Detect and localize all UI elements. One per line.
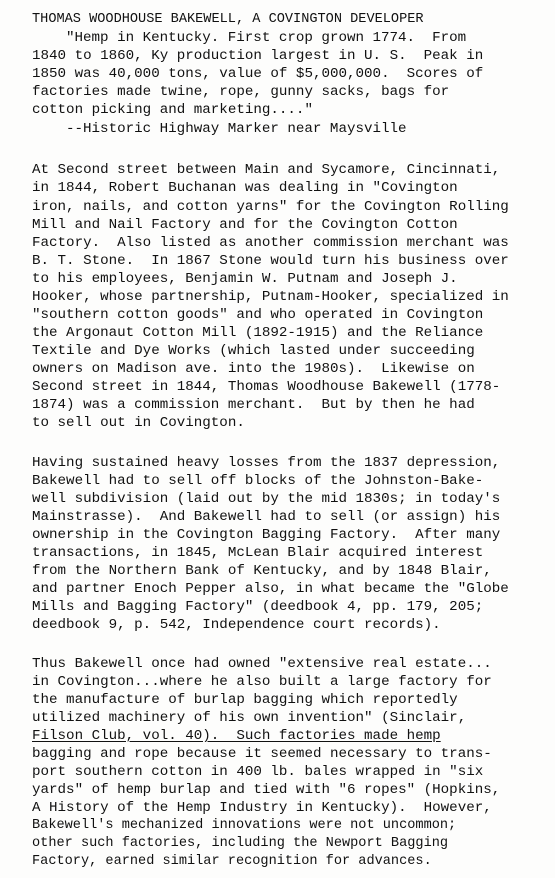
text-line: to sell out in Covington.: [32, 415, 245, 431]
text-line: Factory. Also listed as another commission merchant was: [32, 235, 509, 251]
text-line: and partner Enoch Pepper also, in what became the "Globe: [32, 581, 509, 597]
text-line: Mill and Nail Factory and for the Covington Cotton: [32, 217, 458, 233]
text-line: the manufacture of burlap bagging which reportedly: [32, 692, 458, 708]
text-line: Mills and Bagging Factory" (deedbook 4, pp. 179, 205;: [32, 599, 484, 615]
text-line: in 1844, Robert Buchanan was dealing in "Covington: [32, 180, 458, 196]
text-line: 1874) was a commission merchant. But by then he had: [32, 397, 475, 413]
text-line: the Argonaut Cotton Mill (1892-1915) and the Reliance: [32, 325, 484, 341]
quote-line: "Hemp in Kentucky. First crop grown 1774. From: [66, 30, 467, 46]
text-line: in Covington...where he also built a large factory for: [32, 674, 492, 690]
text-line: bagging and rope because it seemed necessary to trans-: [32, 746, 492, 762]
text-line: utilized machinery of his own invention" (Sinclair,: [32, 710, 467, 726]
text-line: Textile and Dye Works (which lasted under succeeding: [32, 343, 475, 359]
text-line: B. T. Stone. In 1867 Stone would turn his business over: [32, 253, 509, 269]
text-line: Hooker, whose partnership, Putnam-Hooker, specialized in: [32, 289, 509, 305]
text-line: Factory, earned similar recognition for advances.: [32, 854, 432, 869]
text-line: Thus Bakewell once had owned "extensive real estate...: [32, 656, 492, 672]
text-line: Bakewell had to sell off blocks of the Johnston-Bake-: [32, 473, 484, 489]
text-line: other such factories, including the Newport Bagging: [32, 836, 449, 851]
quote-line: factories made twine, rope, gunny sacks, bags for: [32, 84, 450, 100]
text-line: transactions, in 1845, McLean Blair acquired interest: [32, 545, 484, 561]
text-line: A History of the Hemp Industry in Kentucky). However,: [32, 800, 492, 816]
text-line: owners on Madison ave. into the 1980s). Likewise on: [32, 361, 475, 377]
text-line: iron, nails, and cotton yarns" for the Covington Rolling: [32, 199, 509, 215]
text-line: well subdivision (laid out by the mid 1830s; in today's: [32, 491, 501, 507]
quote-line: 1840 to 1860, Ky production largest in U. S. Peak in: [32, 48, 484, 64]
text-line: yards" of hemp burlap and tied with "6 ropes" (Hopkins,: [32, 782, 501, 798]
text-line: from the Northern Bank of Kentucky, and by 1848 Blair,: [32, 563, 492, 579]
quote-line: 1850 was 40,000 tons, value of $5,000,000. Scores of: [32, 66, 484, 82]
text-line: port southern cotton in 400 lb. bales wrapped in "six: [32, 764, 484, 780]
text-line: Second street in 1844, Thomas Woodhouse Bakewell (1778-: [32, 379, 501, 395]
text-line: Having sustained heavy losses from the 1837 depression,: [32, 455, 501, 471]
text-line: Filson Club, vol. 40). Such factories made hemp: [32, 728, 441, 744]
text-line: At Second street between Main and Sycamore, Cincinnati,: [32, 162, 501, 178]
text-line: "southern cotton goods" and who operated in Covington: [32, 307, 484, 323]
quote-attribution: --Historic Highway Marker near Maysville: [66, 121, 407, 137]
text-line: to his employees, Benjamin W. Putnam and Joseph J.: [32, 271, 458, 287]
text-line: Mainstrasse). And Bakewell had to sell (or assign) his: [32, 509, 501, 525]
text-line: deedbook 9, p. 542, Independence court records).: [32, 617, 441, 633]
document-title: THOMAS WOODHOUSE BAKEWELL, A COVINGTON DEVELOPER: [32, 12, 424, 27]
text-line: ownership in the Covington Bagging Factory. After many: [32, 527, 501, 543]
text-line: Bakewell's mechanized innovations were not uncommon;: [32, 818, 457, 833]
quote-line: cotton picking and marketing....": [32, 102, 313, 118]
